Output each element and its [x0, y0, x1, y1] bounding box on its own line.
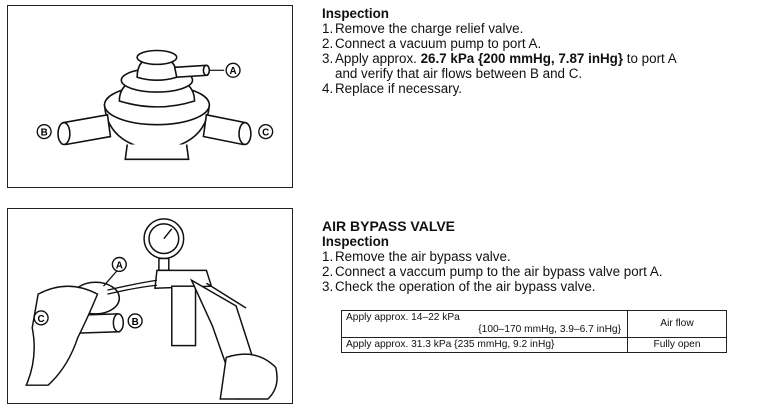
fig1-label-b: B: [40, 127, 48, 139]
fig2-label-b: B: [131, 316, 139, 328]
fig1-label-a: A: [229, 66, 237, 78]
charge-relief-valve-illustration: [8, 6, 292, 187]
table-row: [342, 338, 727, 353]
charge-relief-valve-figure: [7, 5, 293, 188]
air-bypass-valve-figure: [7, 208, 293, 404]
section2-steps: [322, 249, 752, 294]
section1-heading: Inspection: [322, 6, 389, 21]
condition-cell: Apply approx. 31.3 kPa {235 mmHg, 9.2 inHg}: [342, 338, 628, 353]
table-row: [342, 311, 727, 338]
section2-step-1: 1. Remove the air bypass valve.: [322, 249, 511, 264]
air-bypass-valve-illustration: [8, 209, 292, 403]
pressure-spec: 26.7 kPa {200 mmHg, 7.87 inHg}: [420, 51, 624, 66]
fig2-label-c: C: [37, 313, 45, 325]
section1-step-3: 3. Apply approx. 26.7 kPa {200 mmHg, 7.87 inHg} to port A and verify that air flows between B and C.: [322, 51, 677, 81]
section2-step-2: 2. Connect a vaccum pump to the air bypass valve port A.: [322, 264, 663, 279]
section1-steps: [322, 21, 752, 96]
section1-step-4: 4. Replace if necessary.: [322, 81, 463, 96]
section2-title: AIR BYPASS VALVE: [322, 218, 456, 234]
section2-step-3: 3. Check the operation of the air bypass valve.: [322, 279, 596, 294]
result-cell: Air flow: [628, 311, 727, 338]
condition-cell: Apply approx. 14–22 kPa {100–170 mmHg, 3.9–6.7 inHg}: [342, 311, 628, 338]
fig2-label-a: A: [115, 260, 123, 272]
section1-step-2: 2. Connect a vacuum pump to port A.: [322, 36, 542, 51]
result-cell: Fully open: [628, 338, 727, 353]
fig1-label-c: C: [262, 127, 270, 139]
charge-relief-valve-section: [322, 6, 752, 96]
section2-heading: Inspection: [322, 234, 389, 249]
section1-step-1: 1. Remove the charge relief valve.: [322, 21, 524, 36]
air-bypass-valve-section: [322, 219, 752, 294]
bypass-valve-spec-table: [341, 310, 727, 353]
